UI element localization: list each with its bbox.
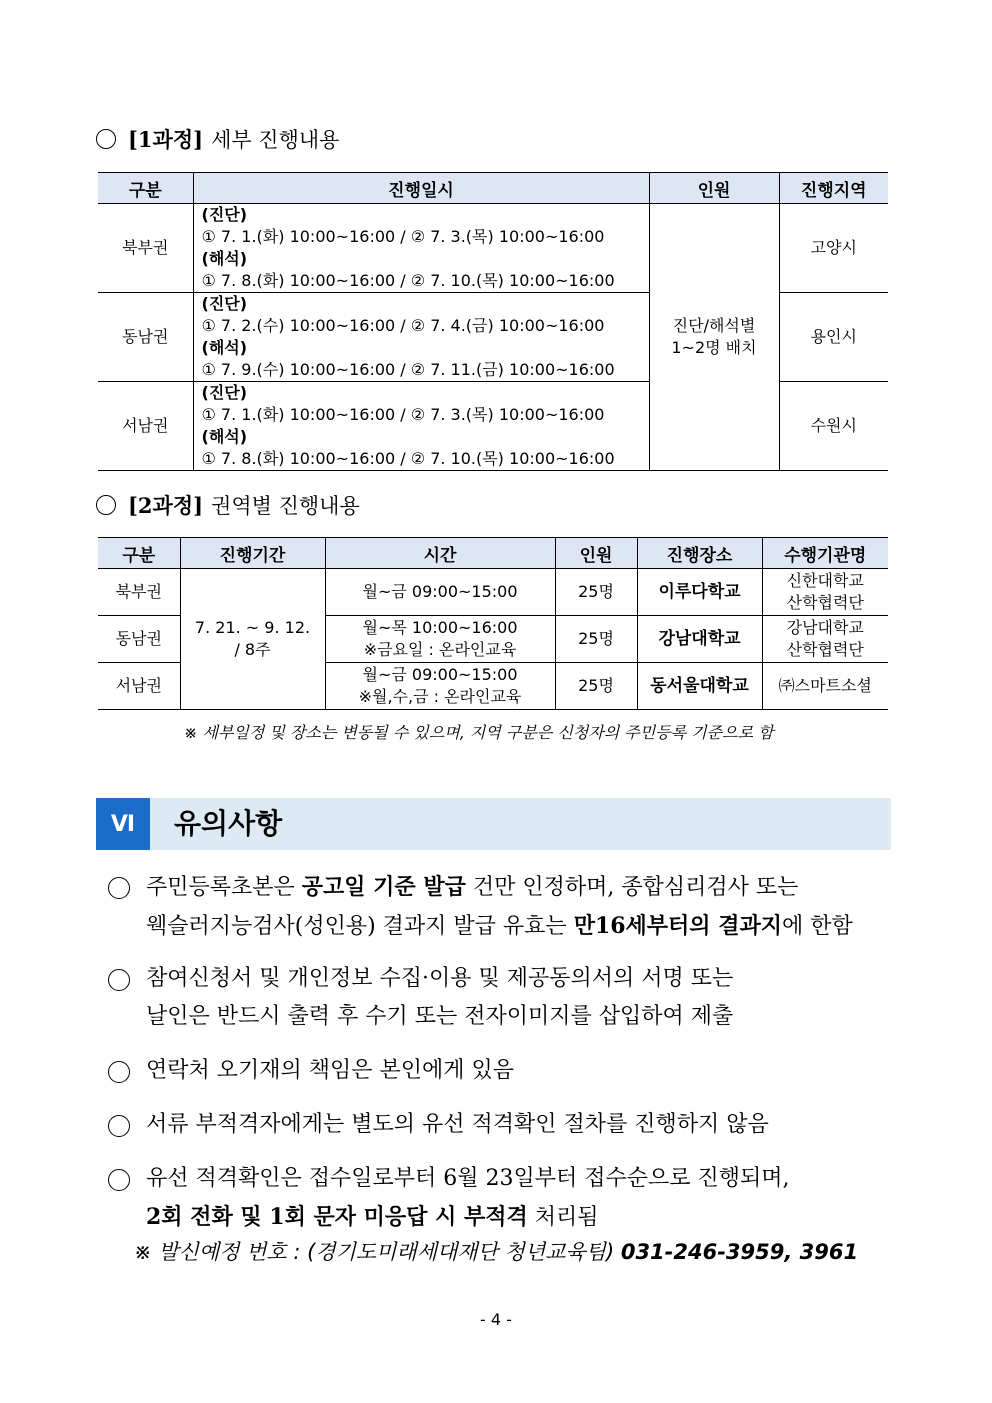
region-cell: 동남권	[98, 616, 180, 663]
section2-title: [2과정] 권역별 진행내용	[96, 490, 360, 520]
phone-note: ※ 발신예정 번호 : (경기도미래세대재단 청년교육팀) 031-246-3959, 3961	[134, 1240, 859, 1264]
region-cell: 북부권	[98, 569, 180, 616]
organization-cell: 강남대학교 산학협력단	[762, 616, 888, 663]
people-cell: 25명	[555, 569, 637, 616]
staff-cell: 진단/해석별 1~2명 배치	[649, 204, 779, 471]
schedule-note: ※ 세부일정 및 장소는 변동될 수 있으며, 지역 구분은 신청자의 주민등록 기준으로 함	[184, 723, 774, 742]
area-cell: 고양시	[779, 204, 888, 293]
circle-bullet-icon	[108, 969, 130, 991]
table-row	[98, 204, 888, 293]
place-cell: 이루다학교	[637, 569, 762, 616]
header-people: 인원	[555, 538, 637, 569]
organization-cell: 신한대학교 산학협력단	[762, 569, 888, 616]
header-time: 시간	[325, 538, 555, 569]
time-cell: 월~금 09:00~15:00 ※월,수,금 : 온라인교육	[325, 663, 555, 710]
area-cell: 용인시	[779, 293, 888, 382]
schedule-cell: (진단) ① 7. 1.(화) 10:00~16:00 / ② 7. 3.(목) 10:00~16:00 (해석) ① 7. 8.(화) 10:00~16:00 / ② 7. 10.(목) 10:00~16:00	[193, 382, 649, 471]
header-organization: 수행기관명	[762, 538, 888, 569]
region-cell: 서남권	[98, 382, 193, 471]
schedule-cell: (진단) ① 7. 1.(화) 10:00~16:00 / ② 7. 3.(목) 10:00~16:00 (해석) ① 7. 8.(화) 10:00~16:00 / ② 7. 10.(목) 10:00~16:00	[193, 204, 649, 293]
organization-cell: ㈜스마트소셜	[762, 663, 888, 710]
people-cell: 25명	[555, 663, 637, 710]
region-cell: 북부권	[98, 204, 193, 293]
notice-item-4: 서류 부적격자에게는 별도의 유선 적격확인 절차를 진행하지 않음	[108, 1106, 908, 1144]
header-staff: 인원	[649, 173, 779, 204]
section-number: Ⅵ	[96, 798, 150, 850]
header-place: 진행장소	[637, 538, 762, 569]
circle-bullet-icon	[96, 129, 116, 149]
period-cell: 7. 21. ~ 9. 12. / 8주	[180, 569, 325, 710]
notice-item-1: 주민등록초본은 공고일 기준 발급 건만 인정하며, 종합심리검사 또는 웩슬러지능검사(성인용) 결과지 발급 유효는 만16세부터의 결과지에 한함	[108, 868, 908, 946]
place-cell: 동서울대학교	[637, 663, 762, 710]
circle-bullet-icon	[108, 1169, 130, 1191]
header-category: 구분	[98, 173, 193, 204]
circle-bullet-icon	[108, 1115, 130, 1137]
table-header-row	[98, 173, 888, 204]
region-cell: 서남권	[98, 663, 180, 710]
people-cell: 25명	[555, 616, 637, 663]
notice-item-3: 연락처 오기재의 책임은 본인에게 있음	[108, 1052, 908, 1090]
header-area: 진행지역	[779, 173, 888, 204]
section-heading: 유의사항	[174, 807, 283, 840]
section1-title: [1과정] 세부 진행내용	[96, 124, 339, 154]
section-banner	[96, 798, 891, 850]
course2-table	[98, 537, 888, 710]
region-cell: 동남권	[98, 293, 193, 382]
header-period: 진행기간	[180, 538, 325, 569]
time-cell: 월~목 10:00~16:00 ※금요일 : 온라인교육	[325, 616, 555, 663]
table-header-row	[98, 538, 888, 569]
notice-item-2: 참여신청서 및 개인정보 수집·이용 및 제공동의서의 서명 또는 날인은 반드시 출력 후 수기 또는 전자이미지를 삽입하여 제출	[108, 960, 908, 1036]
circle-bullet-icon	[108, 877, 130, 899]
notice-item-5: 유선 적격확인은 접수일로부터 6월 23일부터 접수순으로 진행되며, 2회 전화 및 1회 문자 미응답 시 부적격 처리됨	[108, 1160, 908, 1237]
time-cell: 월~금 09:00~15:00	[325, 569, 555, 616]
place-cell: 강남대학교	[637, 616, 762, 663]
circle-bullet-icon	[96, 495, 116, 515]
area-cell: 수원시	[779, 382, 888, 471]
header-schedule: 진행일시	[193, 173, 649, 204]
schedule-cell: (진단) ① 7. 2.(수) 10:00~16:00 / ② 7. 4.(금) 10:00~16:00 (해석) ① 7. 9.(수) 10:00~16:00 / ② 7. 11.(금) 10:00~16:00	[193, 293, 649, 382]
page-number: - 4 -	[480, 1310, 512, 1329]
header-category: 구분	[98, 538, 180, 569]
course1-table	[98, 172, 888, 471]
table-row	[98, 569, 888, 616]
circle-bullet-icon	[108, 1061, 130, 1083]
